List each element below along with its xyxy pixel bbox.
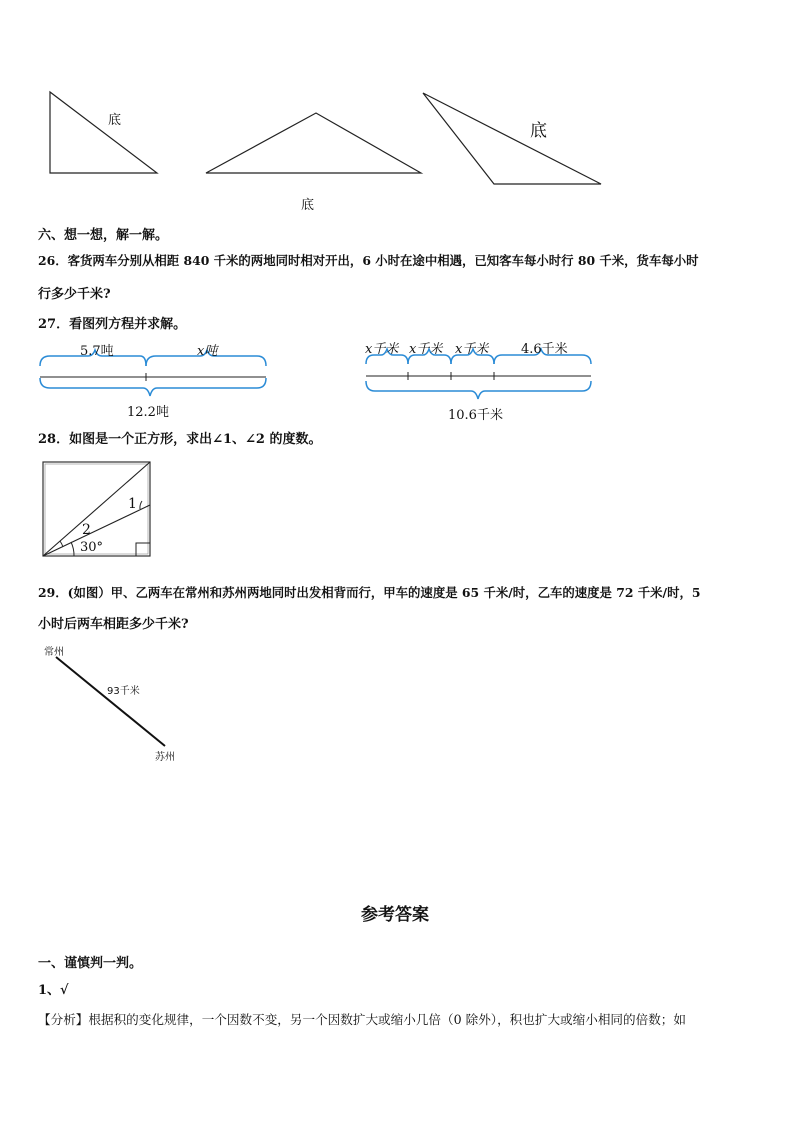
q28-angle1-label: 1 [128, 496, 137, 512]
triangle2-base-label: 底 [301, 198, 315, 213]
q29-distance: 93千米 [107, 686, 140, 697]
q27-left-bottom: 12.2吨 [127, 405, 169, 420]
q27-right-top-c: x千米 [455, 342, 489, 357]
answers-analysis: 【分析】根据积的变化规律，一个因数不变，另一个因数扩大或缩小几倍（0 除外），积也扩大或缩小相同的倍数；如 [38, 1012, 686, 1027]
q29-line1: 29．(如图）甲、乙两车在常州和苏州两地同时出发相背而行，甲车的速度是 65 千米/时，乙车的速度是 72 千米/时，5 [38, 585, 701, 600]
q29-city-a: 常州 [44, 647, 64, 658]
q27-right-top-d: 4.6千米 [521, 342, 568, 357]
answers-item1: 1、√ [38, 983, 69, 998]
answers-title: 参考答案 [361, 905, 429, 925]
q26-line1: 26．客货两车分别从相距 840 千米的两地同时相对开出，6 小时在途中相遇，已知客车每小时行 80 千米，货车每小时 [38, 253, 699, 268]
q26-line2: 行多少千米? [38, 287, 111, 302]
triangle3-base-label: 底 [530, 121, 547, 141]
q27-right-top-a: x千米 [365, 342, 399, 357]
q27-title: 27．看图列方程并求解。 [38, 317, 187, 332]
q27-left-top-b: x吨 [197, 344, 218, 359]
q27-right-top-b: x千米 [409, 342, 443, 357]
q27-left-top-a: 5.7吨 [80, 344, 114, 359]
q29-city-b: 苏州 [155, 752, 175, 763]
q28-angle30-label: 30° [80, 540, 104, 555]
section6-title: 六、想一想，解一解。 [38, 228, 169, 243]
q27-right-bottom: 10.6千米 [448, 408, 503, 423]
answers-section1: 一、谨慎判一判。 [38, 956, 143, 971]
q28-angle2-label: 2 [82, 522, 91, 538]
q28-title: 28．如图是一个正方形，求出∠1、∠2 的度数。 [38, 432, 322, 447]
triangle1-base-label: 底 [108, 113, 122, 128]
q29-line2: 小时后两车相距多少千米? [38, 617, 189, 632]
